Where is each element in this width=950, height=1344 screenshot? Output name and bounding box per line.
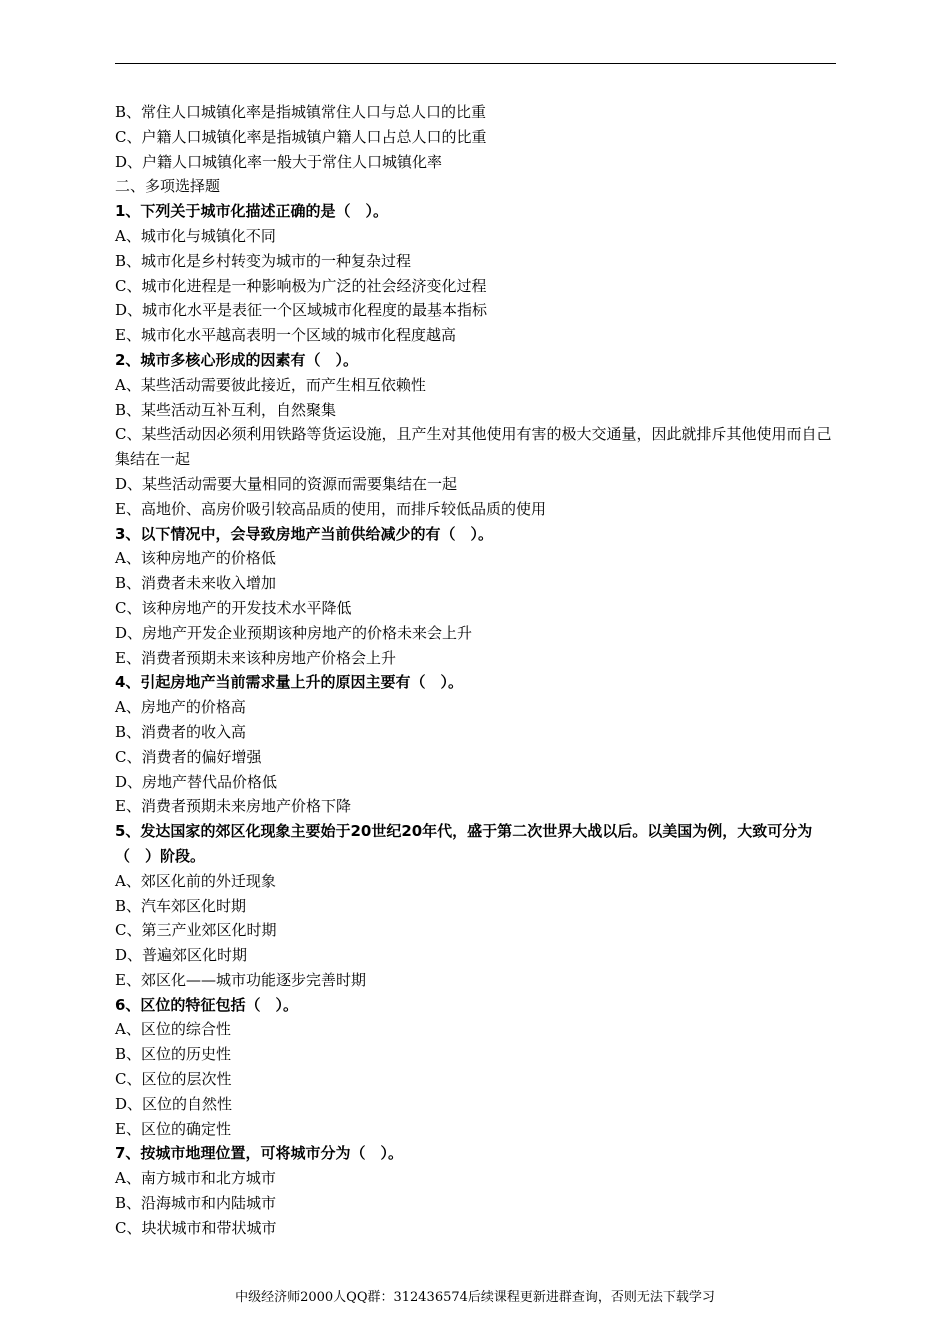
option-line: D、户籍人口城镇化率一般大于常住人口城镇化率 — [115, 152, 443, 171]
option-line: A、该种房地产的价格低 — [115, 549, 276, 568]
option-line: D、普遍郊区化时期 — [115, 946, 248, 965]
option-line: A、区位的综合性 — [115, 1020, 231, 1039]
option-line: C、该种房地产的开发技术水平降低 — [115, 598, 352, 617]
page-footer: 中级经济师2000人QQ群：312436574后续课程更新进群查询，否则无法下载学习 — [235, 1290, 715, 1305]
question-2 — [115, 348, 837, 522]
section-title: 二、多项选择题 — [115, 177, 221, 196]
question-stem: 3、以下情况中，会导致房地产当前供给减少的有（ ）。 — [115, 524, 493, 543]
question-stem: 4、引起房地产当前需求量上升的原因主要有（ ）。 — [115, 673, 463, 692]
question-stem: 7、按城市地理位置，可将城市分为（ ）。 — [115, 1144, 403, 1163]
option-line: A、郊区化前的外迁现象 — [115, 871, 276, 890]
option-line: A、南方城市和北方城市 — [115, 1169, 276, 1188]
option-line: D、房地产开发企业预期该种房地产的价格未来会上升 — [115, 623, 473, 642]
option-line: C、第三产业郊区化时期 — [115, 921, 277, 940]
question-6 — [115, 993, 837, 1142]
question-stem: 5、发达国家的郊区化现象主要始于20世纪20年代，盛于第二次世界大战以后。以美国为例，大致可分为（ ）阶段。 — [115, 822, 813, 865]
option-line: D、城市化水平是表征一个区域城市化程度的最基本指标 — [115, 301, 488, 320]
option-line: C、某些活动因必须利用铁路等货运设施，且产生对其他使用有害的极大交通量，因此就排斥其他使用而自己集结在一起 — [115, 425, 832, 469]
option-line: A、城市化与城镇化不同 — [115, 226, 276, 245]
question-7 — [115, 1141, 837, 1240]
option-line: E、郊区化——城市功能逐步完善时期 — [115, 970, 366, 989]
option-line: E、区位的确定性 — [115, 1119, 231, 1138]
question-5 — [115, 819, 837, 993]
option-line: B、汽车郊区化时期 — [115, 896, 247, 915]
option-line: B、消费者的收入高 — [115, 722, 247, 741]
option-line: E、消费者预期未来房地产价格下降 — [115, 797, 351, 816]
header-rule — [115, 63, 836, 64]
option-line: C、户籍人口城镇化率是指城镇户籍人口占总人口的比重 — [115, 127, 487, 146]
question-3 — [115, 522, 837, 671]
option-line: B、城市化是乡村转变为城市的一种复杂过程 — [115, 251, 412, 270]
question-stem: 6、区位的特征包括（ ）。 — [115, 995, 298, 1014]
question-stem: 2、城市多核心形成的因素有（ ）。 — [115, 350, 358, 369]
option-line: C、区位的层次性 — [115, 1070, 232, 1089]
option-line: E、城市化水平越高表明一个区域的城市化程度越高 — [115, 326, 456, 345]
option-line: E、消费者预期未来该种房地产价格会上升 — [115, 648, 396, 667]
option-line: C、块状城市和带状城市 — [115, 1218, 277, 1237]
question-stem: 1、下列关于城市化描述正确的是（ ）。 — [115, 202, 388, 221]
option-line: B、区位的历史性 — [115, 1045, 232, 1064]
option-line: D、某些活动需要大量相同的资源而需要集结在一起 — [115, 474, 458, 493]
option-line: C、消费者的偏好增强 — [115, 747, 262, 766]
option-line: D、房地产替代品价格低 — [115, 772, 278, 791]
question-4 — [115, 670, 837, 819]
option-line: B、消费者未来收入增加 — [115, 574, 277, 593]
option-line: A、房地产的价格高 — [115, 698, 246, 717]
option-line: B、常住人口城镇化率是指城镇常住人口与总人口的比重 — [115, 103, 487, 121]
option-line: B、沿海城市和内陆城市 — [115, 1194, 277, 1213]
question-1 — [115, 199, 837, 348]
document-body — [115, 100, 837, 1241]
option-line: E、高地价、高房价吸引较高品质的使用，而排斥较低品质的使用 — [115, 499, 546, 518]
option-line: C、城市化进程是一种影响极为广泛的社会经济变化过程 — [115, 276, 487, 295]
option-line: A、某些活动需要彼此接近，而产生相互依赖性 — [115, 375, 426, 394]
option-line: D、区位的自然性 — [115, 1094, 233, 1113]
option-line: B、某些活动互补互利，自然聚集 — [115, 400, 337, 419]
